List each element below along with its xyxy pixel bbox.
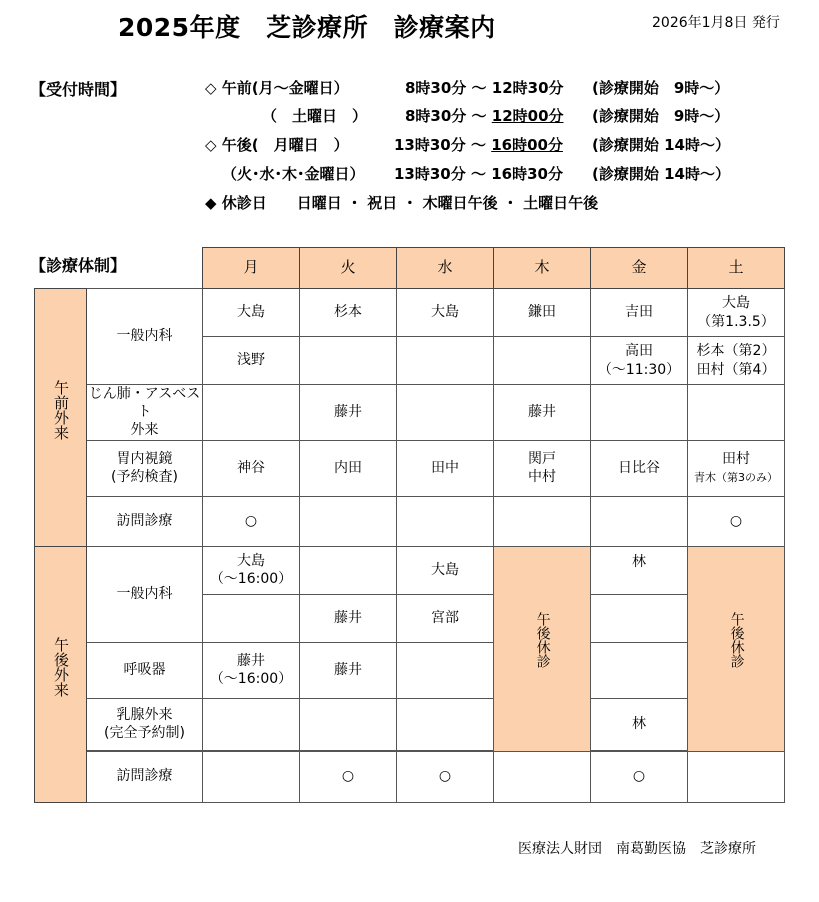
hours-pm-other-time: 13時30分 ～ 16時30分 [394,165,563,183]
sat-afternoon-closed: 午後休診 [688,546,785,751]
am-visit-wed [397,496,494,546]
schedule-table [34,247,785,803]
day-tue: 火 [300,248,397,289]
table-row [35,546,785,594]
am-general2-mon: 浅野 [203,337,300,385]
pm-visit-fri: ○ [591,751,688,802]
am-endo-sat: 田村 青木（第3のみ） [688,440,785,496]
hours-am-weekday-head: ◇ 午前(月～金曜日） [205,79,349,97]
hours-am-weekday-start: (診療開始 9時～） [592,79,730,97]
pm-visit-thu [494,751,591,802]
header-blank [35,248,203,289]
pm-visit-wed: ○ [397,751,494,802]
am-visit-fri [591,496,688,546]
am-general2-sat: 杉本（第2） 田村（第4） [688,337,785,385]
issue-date: 2026年1月8日 発行 [652,15,780,31]
dept-respiratory: 呼吸器 [87,642,203,698]
am-asbestos-tue: 藤井 [300,385,397,441]
am-visit-mon: ○ [203,496,300,546]
am-asbestos-mon [203,385,300,441]
am-general2-wed [397,337,494,385]
am-general-mon: 大島 [203,289,300,337]
afternoon-period-label: 午後外来 [35,546,87,802]
am-general-tue: 杉本 [300,289,397,337]
pm-breast-mon [203,698,300,750]
page-title: 2025年度 芝診療所 診療案内 [118,13,496,42]
day-thu: 木 [494,248,591,289]
table-row [35,496,785,546]
pm-visit-mon [203,751,300,802]
table-row [35,289,785,337]
pm-visit-sat [688,751,785,802]
am-endo-thu: 関戸 中村 [494,440,591,496]
hours-am-sat-start: (診療開始 9時～） [592,107,730,125]
day-wed: 水 [397,248,494,289]
pm-visit-tue: ○ [300,751,397,802]
morning-period-label: 午前外来 [35,289,87,547]
closed-days: ◆ 休診日 日曜日 ・ 祝日 ・ 木曜日午後 ・ 土曜日午後 [205,194,599,212]
am-endo-fri: 日比谷 [591,440,688,496]
hours-pm-other-head: （火･水･木･金曜日） [222,165,365,183]
am-visit-thu [494,496,591,546]
pm-breast-fri: 林 [591,698,688,750]
am-endo-tue: 内田 [300,440,397,496]
hours-pm-mon-start: (診療開始 14時～） [592,136,730,154]
day-header-row [35,248,785,289]
hours-am-sat-head: （ 土曜日 ） [262,107,368,125]
am-general-wed: 大島 [397,289,494,337]
hours-pm-other-start: (診療開始 14時～） [592,165,730,183]
hours-am-sat-time: 8時30分 ～ 12時00分 [405,107,564,125]
am-general-fri: 吉田 [591,289,688,337]
day-fri: 金 [591,248,688,289]
am-endo-mon: 神谷 [203,440,300,496]
hours-am-weekday-time: 8時30分 ～ 12時30分 [405,79,564,97]
am-general2-fri: 高田 （～11:30） [591,337,688,385]
dept-visit-am: 訪問診療 [87,496,203,546]
reception-label: 【受付時間】 [30,80,127,99]
am-asbestos-wed [397,385,494,441]
dept-endoscopy: 胃内視鏡 (予約検査) [87,440,203,496]
am-asbestos-fri [591,385,688,441]
am-general2-tue [300,337,397,385]
am-endo-wed: 田中 [397,440,494,496]
am-general-sat: 大島 （第1.3.5） [688,289,785,337]
hours-pm-mon-head: ◇ 午後( 月曜日 ） [205,136,349,154]
pm-resp-fri [591,642,688,698]
dept-breast: 乳腺外来 (完全予約制) [87,698,203,750]
hours-pm-mon-time: 13時30分 ～ 16時00分 [394,136,563,154]
am-visit-sat: ○ [688,496,785,546]
pm-resp-mon: 藤井 （～16:00） [203,642,300,698]
thu-afternoon-closed: 午後休診 [494,546,591,751]
day-mon: 月 [203,248,300,289]
pm-general-mon: 大島 （～16:00） [203,546,300,594]
am-asbestos-sat [688,385,785,441]
pm-general2-wed: 宮部 [397,594,494,642]
pm-general2-mon [203,594,300,642]
pm-general2-tue: 藤井 [300,594,397,642]
pm-resp-tue: 藤井 [300,642,397,698]
am-general2-thu [494,337,591,385]
dept-general-pm: 一般内科 [87,546,203,642]
schedule-label: 【診療体制】 [30,256,127,275]
table-row [35,440,785,496]
pm-resp-wed [397,642,494,698]
pm-general-tue [300,546,397,594]
dept-general-am: 一般内科 [87,289,203,385]
table-row [35,642,785,698]
table-row [35,698,785,750]
pm-breast-tue [300,698,397,750]
am-visit-tue [300,496,397,546]
pm-breast-wed [397,698,494,750]
dept-asbestos: じん肺・アスベスト 外来 [87,385,203,441]
footer-org: 医療法人財団 南葛勤医協 芝診療所 [518,841,756,857]
am-general-thu: 鎌田 [494,289,591,337]
table-row [35,385,785,441]
table-row [35,751,785,802]
am-asbestos-thu: 藤井 [494,385,591,441]
pm-general-fri: 林 [591,546,688,594]
pm-general2-fri [591,594,688,642]
day-sat: 土 [688,248,785,289]
dept-visit-pm: 訪問診療 [87,751,203,802]
pm-general-wed: 大島 [397,546,494,594]
